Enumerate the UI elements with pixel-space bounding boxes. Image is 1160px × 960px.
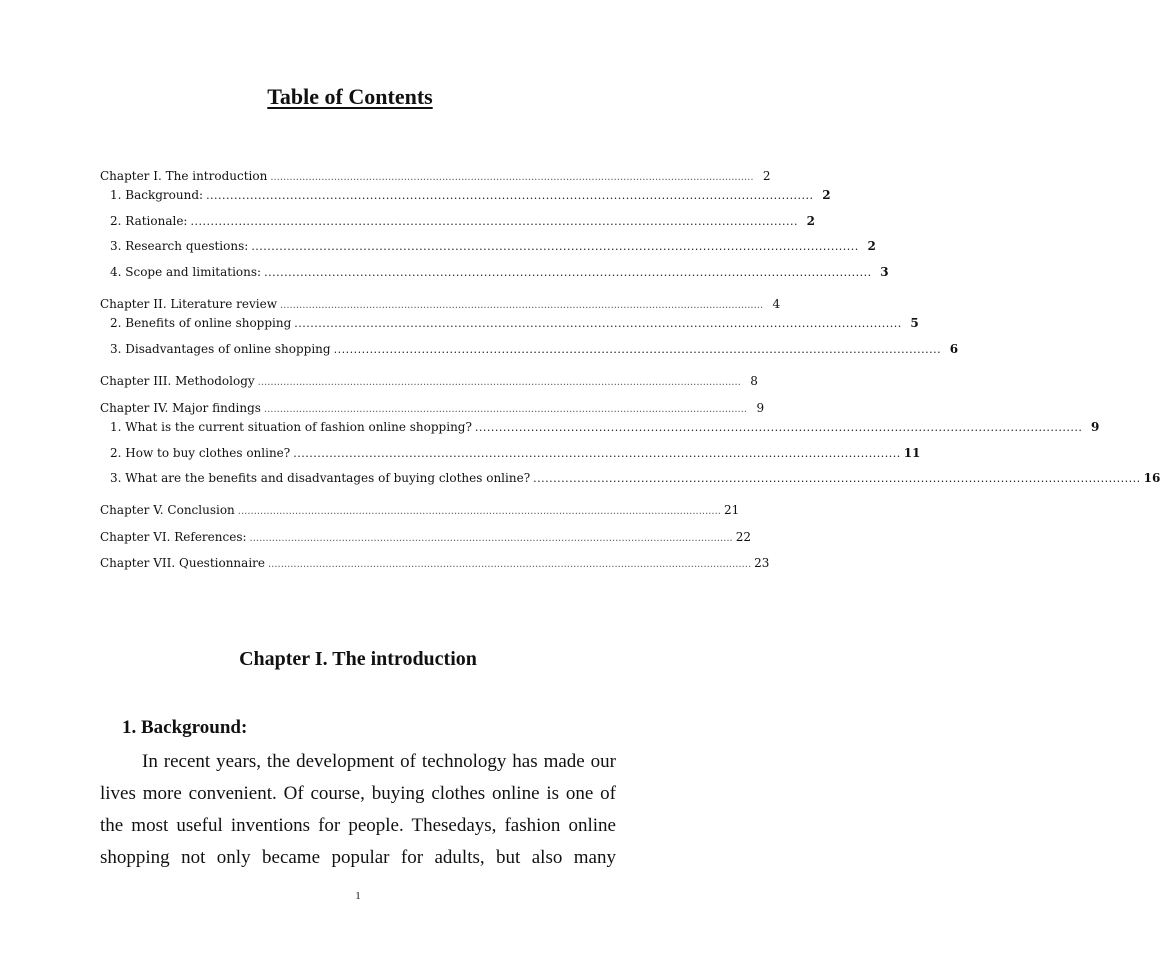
- toc-dot-leader: ........................................................................................................................................................: [474, 421, 1083, 434]
- toc-dot-leader: ........................................................................................................................................................: [279, 300, 764, 311]
- toc-entry-page: 4: [772, 297, 781, 311]
- toc-entry-label: 2. How to buy clothes online?: [110, 446, 291, 460]
- toc-dot-leader: ........................................................................................................................................................: [251, 240, 859, 253]
- toc-entry-label: 3. What are the benefits and disadvantages of buying clothes online?: [110, 471, 531, 485]
- toc-entry-page: 2: [867, 239, 876, 253]
- toc-entry-page: 21: [723, 503, 740, 517]
- toc-entry-chapter-7[interactable]: [100, 556, 770, 574]
- toc-entry-page: 2: [762, 169, 771, 183]
- paragraph-line: the most useful inventions for people. Thesedays, fashion online: [100, 815, 616, 836]
- toc-entry-label: Chapter III. Methodology: [100, 374, 255, 388]
- paragraph-line: shopping not only became popular for adults, but also many: [100, 847, 616, 868]
- toc-dot-leader: ........................................................................................................................................................: [264, 266, 872, 279]
- toc-entry-page: 6: [949, 342, 959, 356]
- toc-entry-current-situation[interactable]: [110, 420, 1100, 438]
- toc-entry-label: 2. Rationale:: [110, 214, 188, 228]
- toc-entry-background[interactable]: [110, 188, 831, 206]
- toc-dot-leader: ........................................................................................................................................................: [293, 447, 901, 460]
- toc-entry-chapter-5[interactable]: [100, 503, 740, 521]
- toc-entry-research-questions[interactable]: [110, 239, 876, 257]
- toc-entry-label: Chapter V. Conclusion: [100, 503, 235, 517]
- toc-entry-page: 3: [880, 265, 889, 279]
- toc-dot-leader: ........................................................................................................................................................: [268, 559, 752, 570]
- toc-entry-chapter-3[interactable]: [100, 374, 758, 392]
- toc-entry-page: 9: [1091, 420, 1100, 434]
- toc-entry-page: 2: [822, 188, 831, 202]
- toc-dot-leader: ........................................................................................................................................................: [263, 404, 748, 415]
- section-heading: 1. Background:: [122, 717, 248, 738]
- body-paragraph: [100, 746, 616, 874]
- paragraph-line: lives more convenient. Of course, buying clothes online is one of: [100, 783, 616, 804]
- toc-entry-benefits[interactable]: [110, 316, 919, 334]
- toc-dot-leader: ........................................................................................................................................................: [533, 472, 1141, 485]
- toc-entry-label: Chapter VI. References:: [100, 530, 247, 544]
- toc-entry-chapter-4[interactable]: [100, 401, 765, 419]
- toc-entry-label: 3. Disadvantages of online shopping: [110, 342, 331, 356]
- toc-entry-label: 2. Benefits of online shopping: [110, 316, 292, 330]
- toc-dot-leader: ........................................................................................................................................................: [249, 533, 733, 544]
- toc-entry-benefits-disadvantages[interactable]: [110, 471, 1160, 489]
- toc-entry-page: 23: [754, 556, 770, 570]
- toc-entry-page: 2: [806, 214, 815, 228]
- toc-entry-chapter-2[interactable]: [100, 297, 781, 315]
- toc-entry-page: 8: [750, 374, 758, 388]
- toc-entry-page: 22: [735, 530, 751, 544]
- toc-entry-label: Chapter II. Literature review: [100, 297, 277, 311]
- toc-dot-leader: ........................................................................................................................................................: [270, 172, 754, 183]
- toc-entry-page: 9: [756, 401, 765, 415]
- toc-dot-leader: ........................................................................................................................................................: [190, 215, 798, 228]
- toc-entry-label: 1. What is the current situation of fashion online shopping?: [110, 420, 472, 434]
- toc-dot-leader: ........................................................................................................................................................: [237, 506, 721, 517]
- toc-entry-page: 5: [910, 316, 919, 330]
- toc-entry-label: 3. Research questions:: [110, 239, 249, 253]
- toc-entry-label: 1. Background:: [110, 188, 204, 202]
- toc-dot-leader: ........................................................................................................................................................: [257, 377, 741, 388]
- toc-entry-page: 16: [1143, 471, 1160, 485]
- toc-dot-leader: ........................................................................................................................................................: [333, 343, 942, 356]
- page-number: 1: [355, 890, 361, 902]
- toc-entry-label: Chapter I. The introduction: [100, 169, 268, 183]
- toc-dot-leader: ........................................................................................................................................................: [294, 317, 902, 330]
- toc-dot-leader: ........................................................................................................................................................: [206, 189, 814, 202]
- chapter-heading: Chapter I. The introduction: [239, 648, 477, 670]
- toc-entry-scope[interactable]: [110, 265, 889, 283]
- toc-entry-page: 11: [903, 446, 921, 460]
- toc-entry-chapter-6[interactable]: [100, 530, 751, 548]
- toc-entry-disadvantages[interactable]: [110, 342, 959, 360]
- toc-entry-chapter-1[interactable]: [100, 169, 771, 187]
- toc-entry-rationale[interactable]: [110, 214, 815, 232]
- toc-entry-label: Chapter VII. Questionnaire: [100, 556, 265, 570]
- toc-title: Table of Contents: [267, 84, 433, 109]
- paragraph-line: In recent years, the development of technology has made our: [142, 751, 616, 772]
- toc-entry-label: 4. Scope and limitations:: [110, 265, 262, 279]
- toc-entry-how-to-buy[interactable]: [110, 446, 921, 464]
- toc-entry-label: Chapter IV. Major findings: [100, 401, 261, 415]
